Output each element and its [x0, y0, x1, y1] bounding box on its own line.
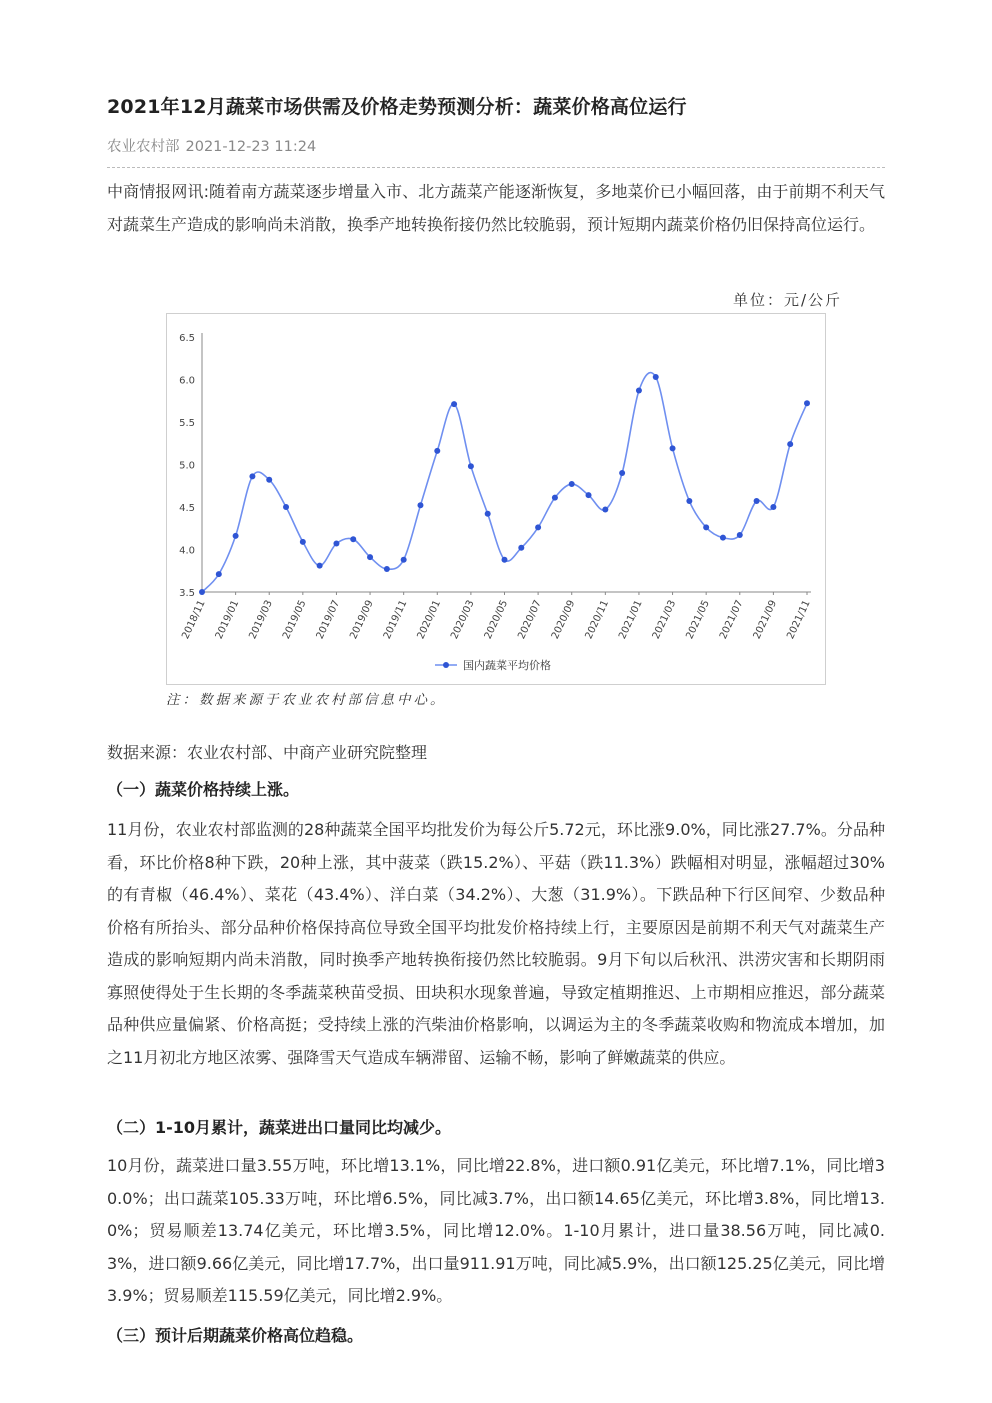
data-point [552, 495, 558, 501]
data-point [468, 463, 474, 469]
y-tick-label: 5.5 [179, 418, 195, 429]
data-point [602, 507, 608, 513]
x-tick-label: 2021/05 [684, 598, 712, 641]
data-point [502, 557, 508, 563]
data-point [485, 511, 491, 517]
x-tick-label: 2020/07 [516, 598, 544, 641]
data-point [216, 571, 222, 577]
publish-datetime: 2021-12-23 11:24 [185, 139, 317, 155]
data-point [384, 566, 390, 572]
x-tick-label: 2021/01 [617, 598, 645, 641]
chart-note: 注：数据来源于农业农村部信息中心。 [166, 692, 447, 708]
y-tick-label: 3.5 [179, 588, 195, 599]
x-tick-label: 2021/03 [650, 598, 679, 641]
x-tick-label: 2021/07 [717, 598, 746, 641]
data-point [619, 470, 625, 476]
y-tick-label: 5.0 [179, 460, 195, 472]
x-tick-label: 2019/07 [314, 598, 343, 641]
unit-label: 单位：元/公斤 [733, 291, 843, 309]
y-tick-label: 6.0 [179, 375, 195, 387]
data-point [451, 401, 457, 407]
x-tick-label: 2021/11 [785, 598, 813, 641]
data-point [266, 477, 272, 483]
data-point [770, 504, 776, 510]
data-point [283, 504, 289, 510]
data-point [703, 524, 709, 530]
x-tick-label: 2019/09 [348, 598, 376, 641]
section-paragraph-2: 10月份，蔬菜进口量3.55万吨，环比增13.1%，同比增22.8%，进口额0.91亿美元，环比增7.1%，同比增30.0%；出口蔬菜105.33万吨，环比增6.5%，同比减3.7%，出口额14.65亿美元，环比增3.8%，同比增13.0%；贸易顺差13.74亿美元，环比增3.5%，同比增12.0%。1-10月累计，进口量38.56万吨，同比减0.3%，进口额9.66亿美元，同比增17.7%，出口量911.91万吨，同比减5.9%，出口额125.25亿美元，同比增3.9%；贸易顺差115.59亿美元，同比增2.9%。 [107, 1156, 885, 1305]
data-point [754, 498, 760, 504]
section-heading-2: （二）1-10月累计，蔬菜进出口量同比均减少。 [107, 1118, 452, 1137]
data-point [233, 533, 239, 539]
data-point [787, 441, 793, 447]
x-tick-label: 2020/11 [583, 598, 612, 641]
price-chart [166, 313, 826, 685]
section-heading-3: （三）预计后期蔬菜价格高位趋稳。 [107, 1326, 364, 1345]
price-line-chart [167, 314, 825, 684]
y-tick-label: 4.5 [179, 503, 195, 514]
data-point [586, 492, 592, 498]
x-tick-label: 2019/03 [247, 598, 275, 641]
data-point [804, 400, 810, 406]
x-tick-label: 2020/09 [549, 598, 578, 641]
section-paragraph-1: 11月份，农业农村部监测的28种蔬菜全国平均批发价为每公斤5.72元，环比涨9.0%，同比涨27.7%。分品种看，环比价格8种下跌，20种上涨，其中菠菜（跌15.2%）、平菇（跌11.3%）跌幅相对明显，涨幅超过30%的有青椒（46.4%）、菜花（43.4%）、洋白菜（34.2%）、大葱（31.9%）。下跌品种下行区间窄、少数品种价格有所抬头、部分品种价格保持高位导致全国平均批发价格持续上行，主要原因是前期不利天气对蔬菜生产造成的影响短期内尚未消散，同时换季产地转换衔接仍然比较脆弱。9月下旬以后秋汛、洪涝灾害和长期阴雨寡照使得处于生长期的冬季蔬菜秧苗受损、田块积水现象普遍，导致定植期推迟、上市期相应推迟，部分蔬菜品种供应量偏紧、价格高挺；受持续上涨的汽柴油价格影响，以调运为主的冬季蔬菜收购和物流成本增加，加之11月初北方地区浓雾、强降雪天气造成车辆滞留、运输不畅，影响了鲜嫩蔬菜的供应。 [107, 820, 885, 1067]
article-title: 2021年12月蔬菜市场供需及价格走势预测分析：蔬菜价格高位运行 [107, 96, 687, 118]
data-point [367, 554, 373, 560]
data-point [350, 536, 356, 542]
section-heading-1: （一）蔬菜价格持续上涨。 [107, 780, 300, 799]
data-source: 数据来源：农业农村部、中商产业研究院整理 [107, 743, 428, 762]
data-point [670, 445, 676, 451]
y-tick-label: 4.0 [179, 545, 195, 557]
data-point [417, 502, 423, 508]
data-point [300, 539, 306, 545]
legend-marker [443, 662, 449, 668]
x-tick-label: 2019/01 [213, 598, 242, 641]
data-point [434, 448, 440, 454]
data-point [720, 535, 726, 541]
x-tick-label: 2021/09 [751, 598, 780, 641]
article-meta [107, 135, 316, 156]
y-tick-label: 6.5 [179, 333, 195, 344]
x-tick-label: 2018/11 [180, 598, 208, 641]
data-point [401, 557, 407, 563]
data-point [636, 388, 642, 394]
data-point [249, 473, 255, 479]
intro-paragraph: 中商情报网讯:随着南方蔬菜逐步增量入市、北方蔬菜产能逐渐恢复，多地菜价已小幅回落，由于前期不利天气对蔬菜生产造成的影响尚未消散，换季产地转换衔接仍然比较脆弱，预计短期内蔬菜价格仍旧保持高位运行。 [107, 182, 885, 234]
data-point [317, 563, 323, 569]
data-point [199, 589, 205, 595]
x-tick-label: 2020/03 [449, 598, 477, 641]
x-tick-label: 2020/05 [482, 598, 511, 641]
x-tick-label: 2019/05 [281, 598, 309, 641]
data-point [737, 532, 743, 538]
x-tick-label: 2019/11 [381, 598, 410, 641]
data-point [569, 481, 575, 487]
data-point [333, 541, 339, 547]
x-tick-label: 2020/01 [415, 598, 443, 641]
data-point [653, 374, 659, 380]
title-divider [107, 167, 885, 168]
data-point [535, 524, 541, 530]
publisher[interactable]: 农业农村部 [107, 139, 180, 155]
legend-label: 国内蔬菜平均价格 [463, 659, 551, 672]
data-point [518, 545, 524, 551]
data-point [686, 498, 692, 504]
